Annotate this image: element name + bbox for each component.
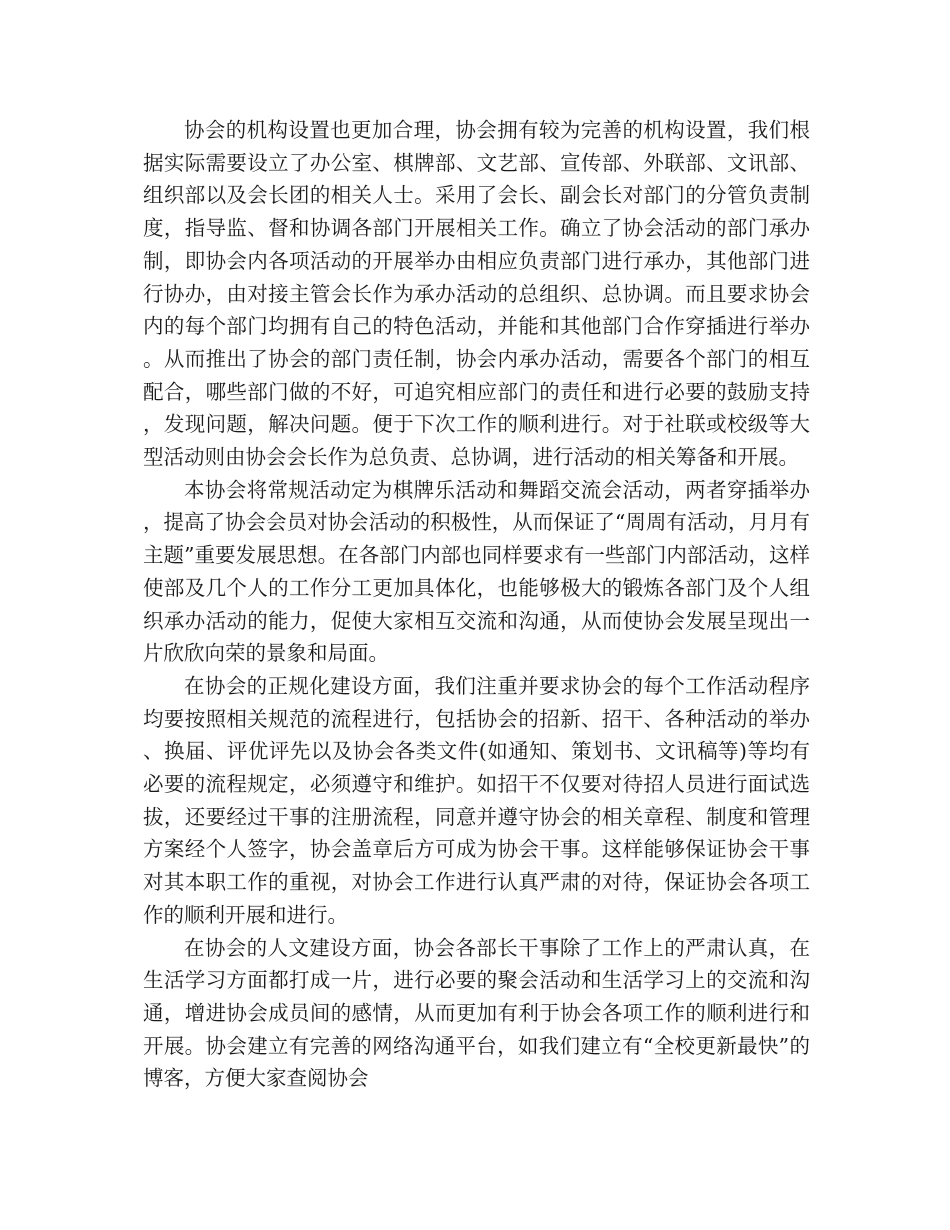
paragraph-cultural-building: 在协会的人文建设方面，协会各部长干事除了工作上的严肃认真，在生活学习方面都打成一片，进行必要的聚会活动和生活学习上的交流和沟通，增进协会成员间的感情，从而更加有利于协会各项工作的顺利进行和开展。协会建立有完善的网络沟通平台，如我们建立有“全校更新最快”的博客，方便大家查阅协会 bbox=[143, 935, 810, 1091]
paragraph-regular-activities: 本协会将常规活动定为棋牌乐活动和舞蹈交流会活动，两者穿插举办，提高了协会会员对协会活动的积极性，从而保证了“周周有活动，月月有主题”重要发展思想。在各部门内部也同样要求有一些部门内部活动，这样使部及几个人的工作分工更加具体化，也能够极大的锻炼各部门及个人组织承办活动的能力，促使大家相互交流和沟通，从而使协会发展呈现出一片欣欣向荣的景象和局面。 bbox=[143, 477, 810, 666]
paragraph-organization-structure: 协会的机构设置也更加合理，协会拥有较为完善的机构设置，我们根据实际需要设立了办公室、棋牌部、文艺部、宣传部、外联部、文讯部、组织部以及会长团的相关人士。采用了会长、副会长对部门的分管负责制度，指导监、督和协调各部门开展相关工作。确立了协会活动的部门承办制，即协会内各项活动的开展举办由相应负责部门进行承办，其他部门进行协办，由对接主管会长作为承办活动的总组织、总协调。而且要求协会内的每个部门均拥有自己的特色活动，并能和其他部门合作穿插进行举办。从而推出了协会的部门责任制，协会内承办活动，需要各个部门的相互配合，哪些部门做的不好，可追究相应部门的责任和进行必要的鼓励支持，发现问题，解决问题。便于下次工作的顺利进行。对于社联或校级等大型活动则由协会会长作为总负责、总协调，进行活动的相关筹备和开展。 bbox=[143, 118, 810, 470]
document-body bbox=[143, 114, 810, 1095]
paragraph-standardization: 在协会的正规化建设方面，我们注重并要求协会的每个工作活动程序均要按照相关规范的流程进行，包括协会的招新、招干、各种活动的举办、换届、评优评先以及协会各类文件(如通知、策划书、文讯稿等)等均有必要的流程规定，必须遵守和维护。如招干不仅要对待招人员进行面试选拔，还要经过干事的注册流程，同意并遵守协会的相关章程、制度和管理方案经个人签字，协会盖章后方可成为协会干事。这样能够保证协会干事对其本职工作的重视，对协会工作进行认真严肃的对待，保证协会各项工作的顺利开展和进行。 bbox=[143, 673, 810, 927]
